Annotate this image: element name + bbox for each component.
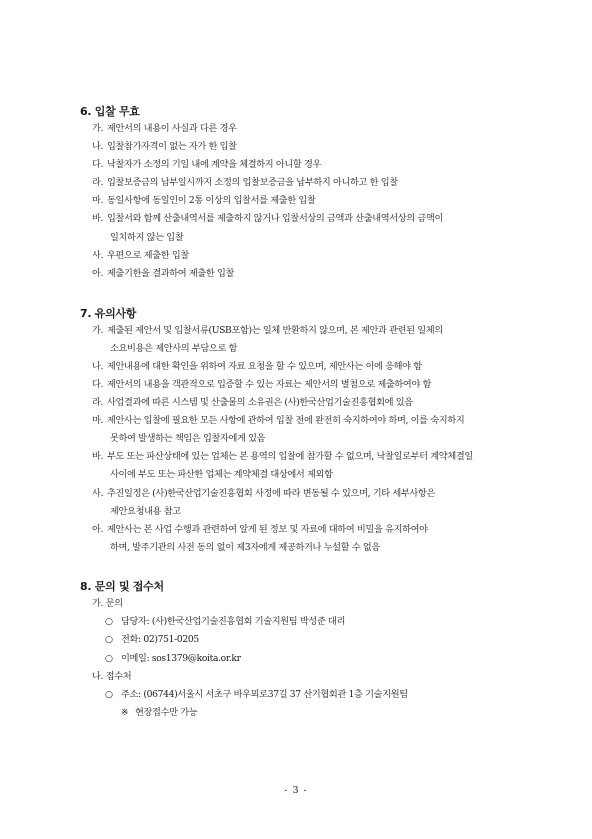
list-item-continuation: 일치하지 않는 입찰	[110, 232, 184, 243]
item-text: 부도 또는 파산상태에 있는 업체는 본 용역의 입찰에 참가할 수 없으며, 낙찰일로부터 계약체결일	[107, 451, 473, 462]
reception-address	[105, 686, 408, 704]
item-text: 동일사항에 동일인이 2통 이상의 입찰서를 제출한 입찰	[107, 195, 316, 206]
item-text: 낙찰자가 소정의 기일 내에 계약을 체결하지 아니할 경우	[107, 159, 322, 170]
section-title-precautions: 7. 유의사항	[80, 307, 137, 320]
section-title-contact-reception: 8. 문의 및 접수처	[80, 580, 164, 593]
list-item	[92, 247, 532, 265]
item-text: 우편으로 제출한 입찰	[107, 250, 189, 261]
item-text: 입찰서와 함께 산출내역서를 제출하지 않거나 입찰서상의 금액과 산출내역서상의 금액이	[107, 213, 443, 224]
item-text: 제안내용에 대한 확인을 위하여 자료 요청을 할 수 있으며, 제안사는 이에 응해야 함	[107, 361, 422, 372]
item-marker: 나.	[92, 141, 104, 152]
contact-email	[105, 650, 241, 668]
section-title-invalid-bids: 6. 입찰 무효	[80, 105, 140, 118]
item-text: 추진일정은 (사)한국산업기술진흥협회 사정에 따라 변동될 수 있으며, 기타 세부사항은	[107, 488, 435, 499]
list-item	[92, 210, 532, 228]
item-text: 제안사는 입찰에 필요한 모든 사항에 관하여 입찰 전에 완전히 숙지하여야 하며, 이를 숙지하지	[107, 415, 465, 426]
item-marker: 라.	[92, 177, 104, 188]
contact-text: 전화: 02)751-0205	[121, 634, 199, 645]
list-item	[92, 265, 532, 283]
item-text: 사업결과에 따른 시스템 및 산출물의 소유권은 (사)한국산업기술진흥협회에 있음	[107, 397, 413, 408]
page-number: - 3 -	[284, 785, 308, 796]
reference-mark-icon: ※	[121, 707, 129, 718]
item-marker: 바.	[92, 451, 104, 462]
item-text: 제안서의 내용을 객관적으로 입증할 수 있는 자료는 제안서의 별첨으로 제출하여야 함	[107, 379, 432, 390]
inquiry-label: 가. 문의	[92, 598, 123, 609]
item-marker: 아.	[92, 524, 104, 535]
item-marker: 가.	[92, 123, 104, 134]
list-item	[92, 412, 532, 430]
note-text: 현장접수만 가능	[135, 707, 198, 718]
list-item	[92, 376, 532, 394]
reception-label: 나. 접수처	[92, 671, 132, 682]
contact-person	[105, 613, 345, 631]
circle-bullet-icon: ○	[105, 634, 113, 645]
item-text: 제출기한을 결과하여 제출한 입찰	[107, 268, 235, 279]
list-item	[92, 120, 532, 138]
list-item	[92, 322, 532, 340]
item-marker: 아.	[92, 268, 104, 279]
contact-text: 담당자: (사)한국산업기술진흥협회 기술지원팀 박성준 대리	[121, 616, 346, 627]
item-marker: 마.	[92, 415, 104, 426]
list-item	[92, 485, 532, 503]
list-item-continuation: 제안요청내용 참고	[110, 506, 181, 517]
circle-bullet-icon: ○	[105, 689, 113, 700]
item-marker: 나.	[92, 361, 104, 372]
list-item-continuation: 사이에 부도 또는 파산한 업체는 계약체결 대상에서 제외함	[110, 469, 333, 480]
circle-bullet-icon: ○	[105, 616, 113, 627]
list-item	[92, 174, 532, 192]
item-marker: 가.	[92, 325, 104, 336]
list-item	[92, 448, 532, 466]
item-text: 제출된 제안서 및 입찰서류(USB포함)는 일체 반환하지 않으며, 본 제안과 관련된 일체의	[107, 325, 443, 336]
list-item-continuation: 하며, 발주기관의 사전 동의 없이 제3자에게 제공하거나 누설할 수 없음	[110, 542, 380, 553]
item-marker: 사.	[92, 488, 104, 499]
item-marker: 다.	[92, 379, 104, 390]
contact-text: 이메일: sos1379@koita.or.kr	[121, 653, 241, 664]
item-text: 입찰참가자격이 없는 자가 한 입찰	[107, 141, 237, 152]
reception-note	[121, 704, 197, 722]
item-text: 제안서의 내용이 사실과 다른 경우	[107, 123, 237, 134]
list-item-continuation: 소요비용은 제안사의 부담으로 함	[110, 343, 238, 354]
circle-bullet-icon: ○	[105, 653, 113, 664]
list-item	[92, 358, 532, 376]
item-marker: 마.	[92, 195, 104, 206]
address-text: 주소: (06744)서울시 서초구 바우뫼로37길 37 산기협회관 1층 기술지원팀	[121, 689, 408, 700]
item-text: 제안사는 본 사업 수행과 관련하여 알게 된 정보 및 자료에 대하여 비밀을 유지하여야	[107, 524, 428, 535]
list-item	[92, 394, 532, 412]
contact-phone	[105, 631, 199, 649]
item-marker: 다.	[92, 159, 104, 170]
list-item	[92, 156, 532, 174]
list-item	[92, 192, 532, 210]
item-text: 입찰보증금의 납부일시까지 소정의 입찰보증금을 납부하지 아니하고 한 입찰	[107, 177, 398, 188]
list-item-continuation: 못하여 발생하는 책임은 입찰자에게 있음	[110, 433, 266, 444]
item-marker: 바.	[92, 213, 104, 224]
list-item	[92, 138, 532, 156]
list-item	[92, 521, 532, 539]
item-marker: 라.	[92, 397, 104, 408]
item-marker: 사.	[92, 250, 104, 261]
